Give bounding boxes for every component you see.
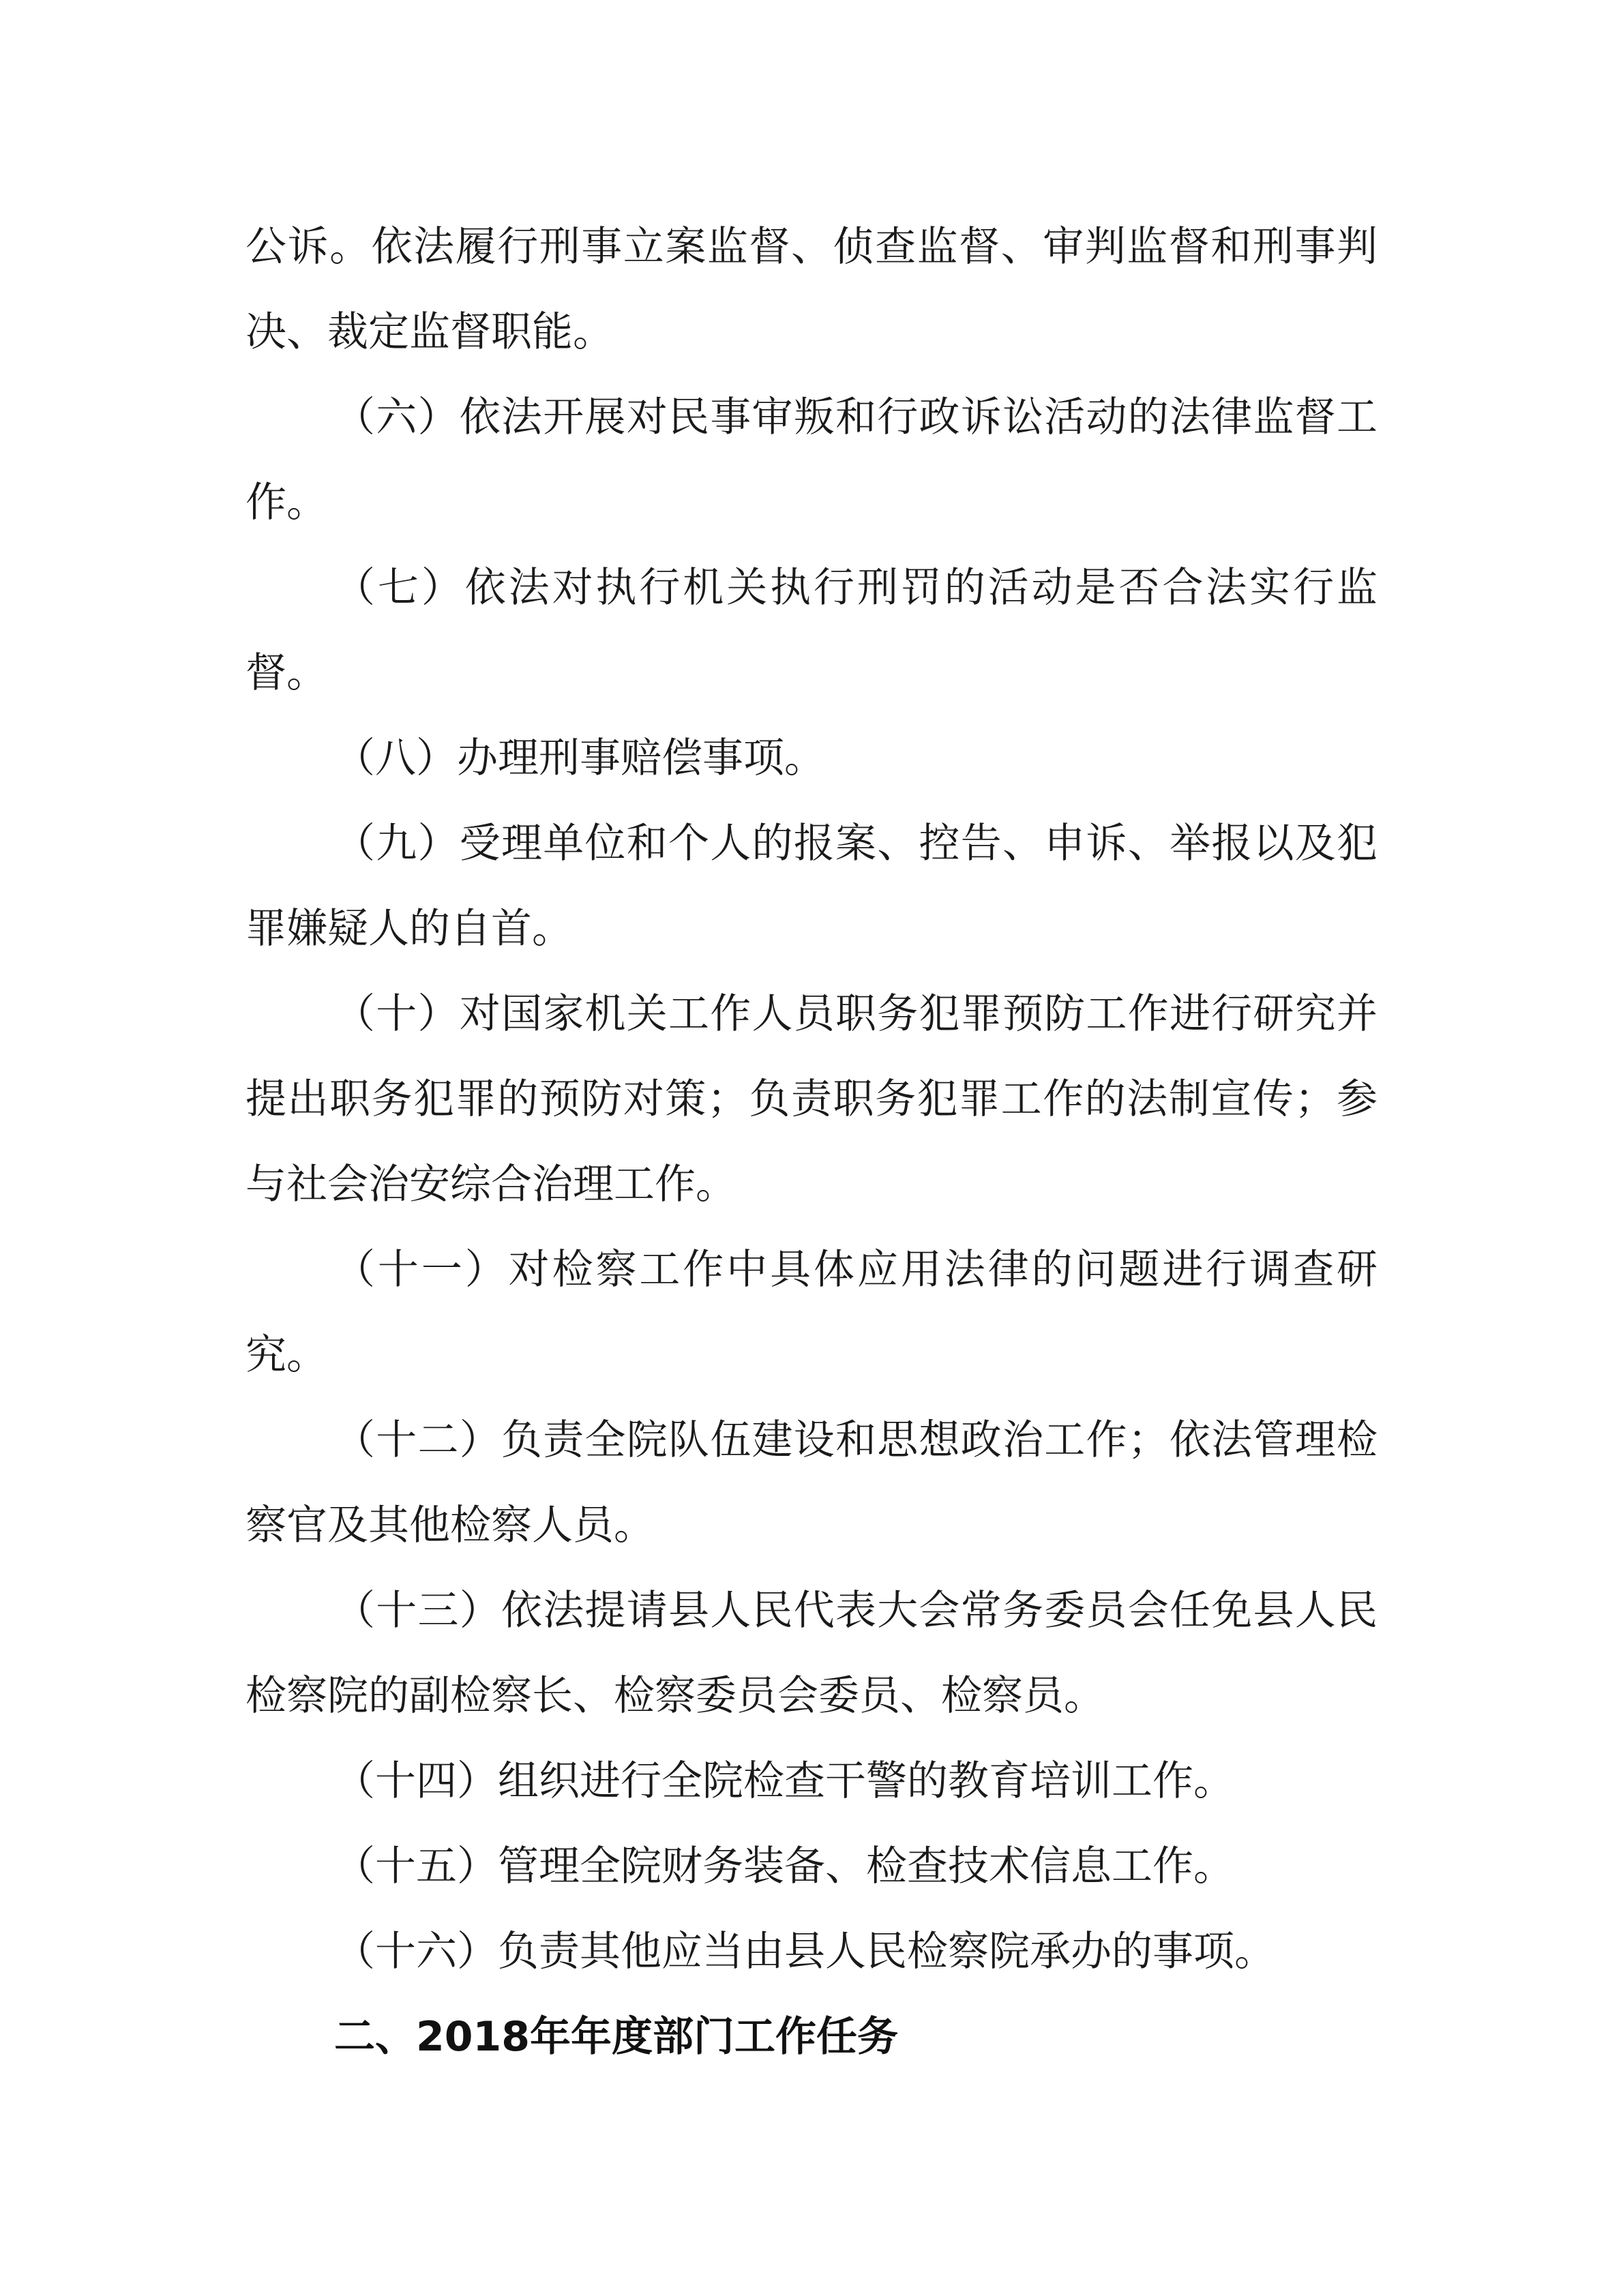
paragraph-item-8: （八）办理刑事赔偿事项。 — [334, 734, 825, 782]
paragraph-item-12: （十二）负责全院队伍建设和思想政治工作；依法管理检察官及其他检察人员。 — [245, 1416, 1378, 1549]
paragraph-item-11: （十一）对检察工作中具体应用法律的问题进行调查研究。 — [245, 1246, 1378, 1379]
paragraph-continuation: 公诉。依法履行刑事立案监督、侦查监督、审判监督和刑事判决、裁定监督职能。 — [245, 223, 1378, 356]
document-body — [245, 205, 1378, 2080]
paragraph-item-7: （七）依法对执行机关执行刑罚的活动是否合法实行监督。 — [245, 564, 1378, 697]
section-heading: 二、2018年年度部门工作任务 — [334, 2013, 898, 2061]
paragraph-item-13: （十三）依法提请县人民代表大会常务委员会任免县人民检察院的副检察长、检察委员会委员、检察员。 — [245, 1587, 1378, 1720]
paragraph-item-10: （十）对国家机关工作人员职务犯罪预防工作进行研究并提出职务犯罪的预防对策；负责职务犯罪工作的法制宣传；参与社会治安综合治理工作。 — [245, 990, 1378, 1208]
paragraph-item-15: （十五）管理全院财务装备、检查技术信息工作。 — [334, 1843, 1234, 1890]
paragraph-item-6: （六）依法开展对民事审叛和行政诉讼活动的法律监督工作。 — [245, 393, 1378, 526]
paragraph-item-14: （十四）组织进行全院检查干警的教育培训工作。 — [334, 1757, 1234, 1805]
paragraph-item-16: （十六）负责其他应当由县人民检察院承办的事项。 — [334, 1928, 1275, 1976]
paragraph-item-9: （九）受理单位和个人的报案、控告、申诉、举报以及犯罪嫌疑人的自首。 — [245, 820, 1378, 953]
